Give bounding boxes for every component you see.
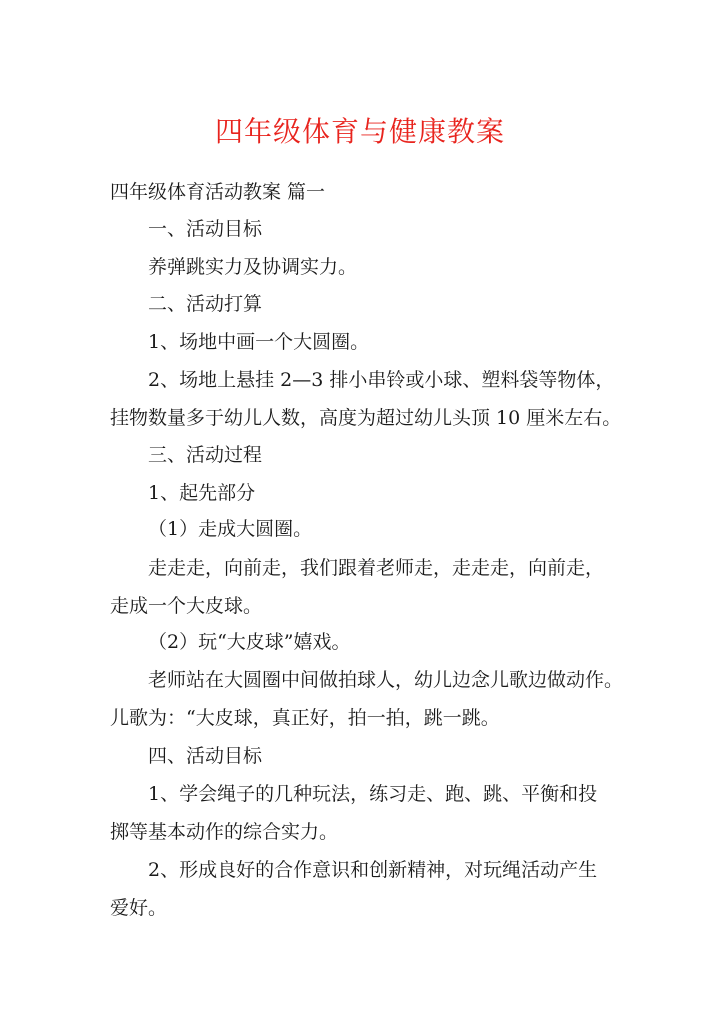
paragraph xyxy=(110,255,658,279)
paragraph-line: 挂物数量多于幼儿人数，高度为超过幼儿头顶 10 厘米左右。 xyxy=(110,407,622,429)
paragraph xyxy=(110,330,658,354)
paragraph-line: 养弹跳实力及协调实力。 xyxy=(148,256,358,278)
paragraph-line: 2、形成良好的合作意识和创新精神，对玩绳活动产生 xyxy=(148,859,598,881)
heading-activity-preparation xyxy=(110,292,658,316)
paragraph xyxy=(110,517,658,541)
section-heading xyxy=(110,180,620,204)
paragraph-line: 老师站在大圆圈中间做拍球人，幼儿边念儿歌边做动作。 xyxy=(148,669,624,691)
paragraph xyxy=(110,368,620,430)
paragraph-line: 四、活动目标 xyxy=(148,745,263,767)
heading-activity-process xyxy=(110,443,658,467)
paragraph-line: 走成一个大皮球。 xyxy=(110,595,263,617)
paragraph xyxy=(110,481,658,505)
paragraph-line: 2、场地上悬挂 2—3 排小串铃或小球、塑料袋等物体， xyxy=(148,369,615,391)
paragraph xyxy=(110,630,658,654)
paragraph-line: （1）走成大圆圈。 xyxy=(148,518,313,540)
paragraph-line: 掷等基本动作的综合实力。 xyxy=(110,821,339,843)
paragraph-line: 走走走，向前走，我们跟着老师走，走走走，向前走， xyxy=(148,557,605,579)
heading-activity-goal-2 xyxy=(110,744,658,768)
paragraph-line: 四年级体育活动教案 篇一 xyxy=(110,181,326,203)
paragraph-line: 儿歌为：“大皮球，真正好，拍一拍，跳一跳。 xyxy=(110,707,500,729)
heading-activity-goal xyxy=(110,217,658,241)
paragraph xyxy=(110,668,624,730)
document-title: 四年级体育与健康教案 xyxy=(214,115,505,148)
paragraph xyxy=(110,556,620,618)
paragraph-line: 二、活动打算 xyxy=(148,293,263,315)
paragraph-line: 1、起先部分 xyxy=(148,482,256,504)
paragraph-line: 一、活动目标 xyxy=(148,218,263,240)
paragraph-line: （2）玩“大皮球”嬉戏。 xyxy=(148,631,351,653)
paragraph xyxy=(110,782,620,844)
paragraph-line: 爱好。 xyxy=(110,897,168,919)
paragraph xyxy=(110,858,620,920)
paragraph-line: 1、学会绳子的几种玩法，练习走、跑、跳、平衡和投 xyxy=(148,783,598,805)
paragraph-line: 三、活动过程 xyxy=(148,444,263,466)
paragraph-line: 1、场地中画一个大圆圈。 xyxy=(148,331,370,353)
